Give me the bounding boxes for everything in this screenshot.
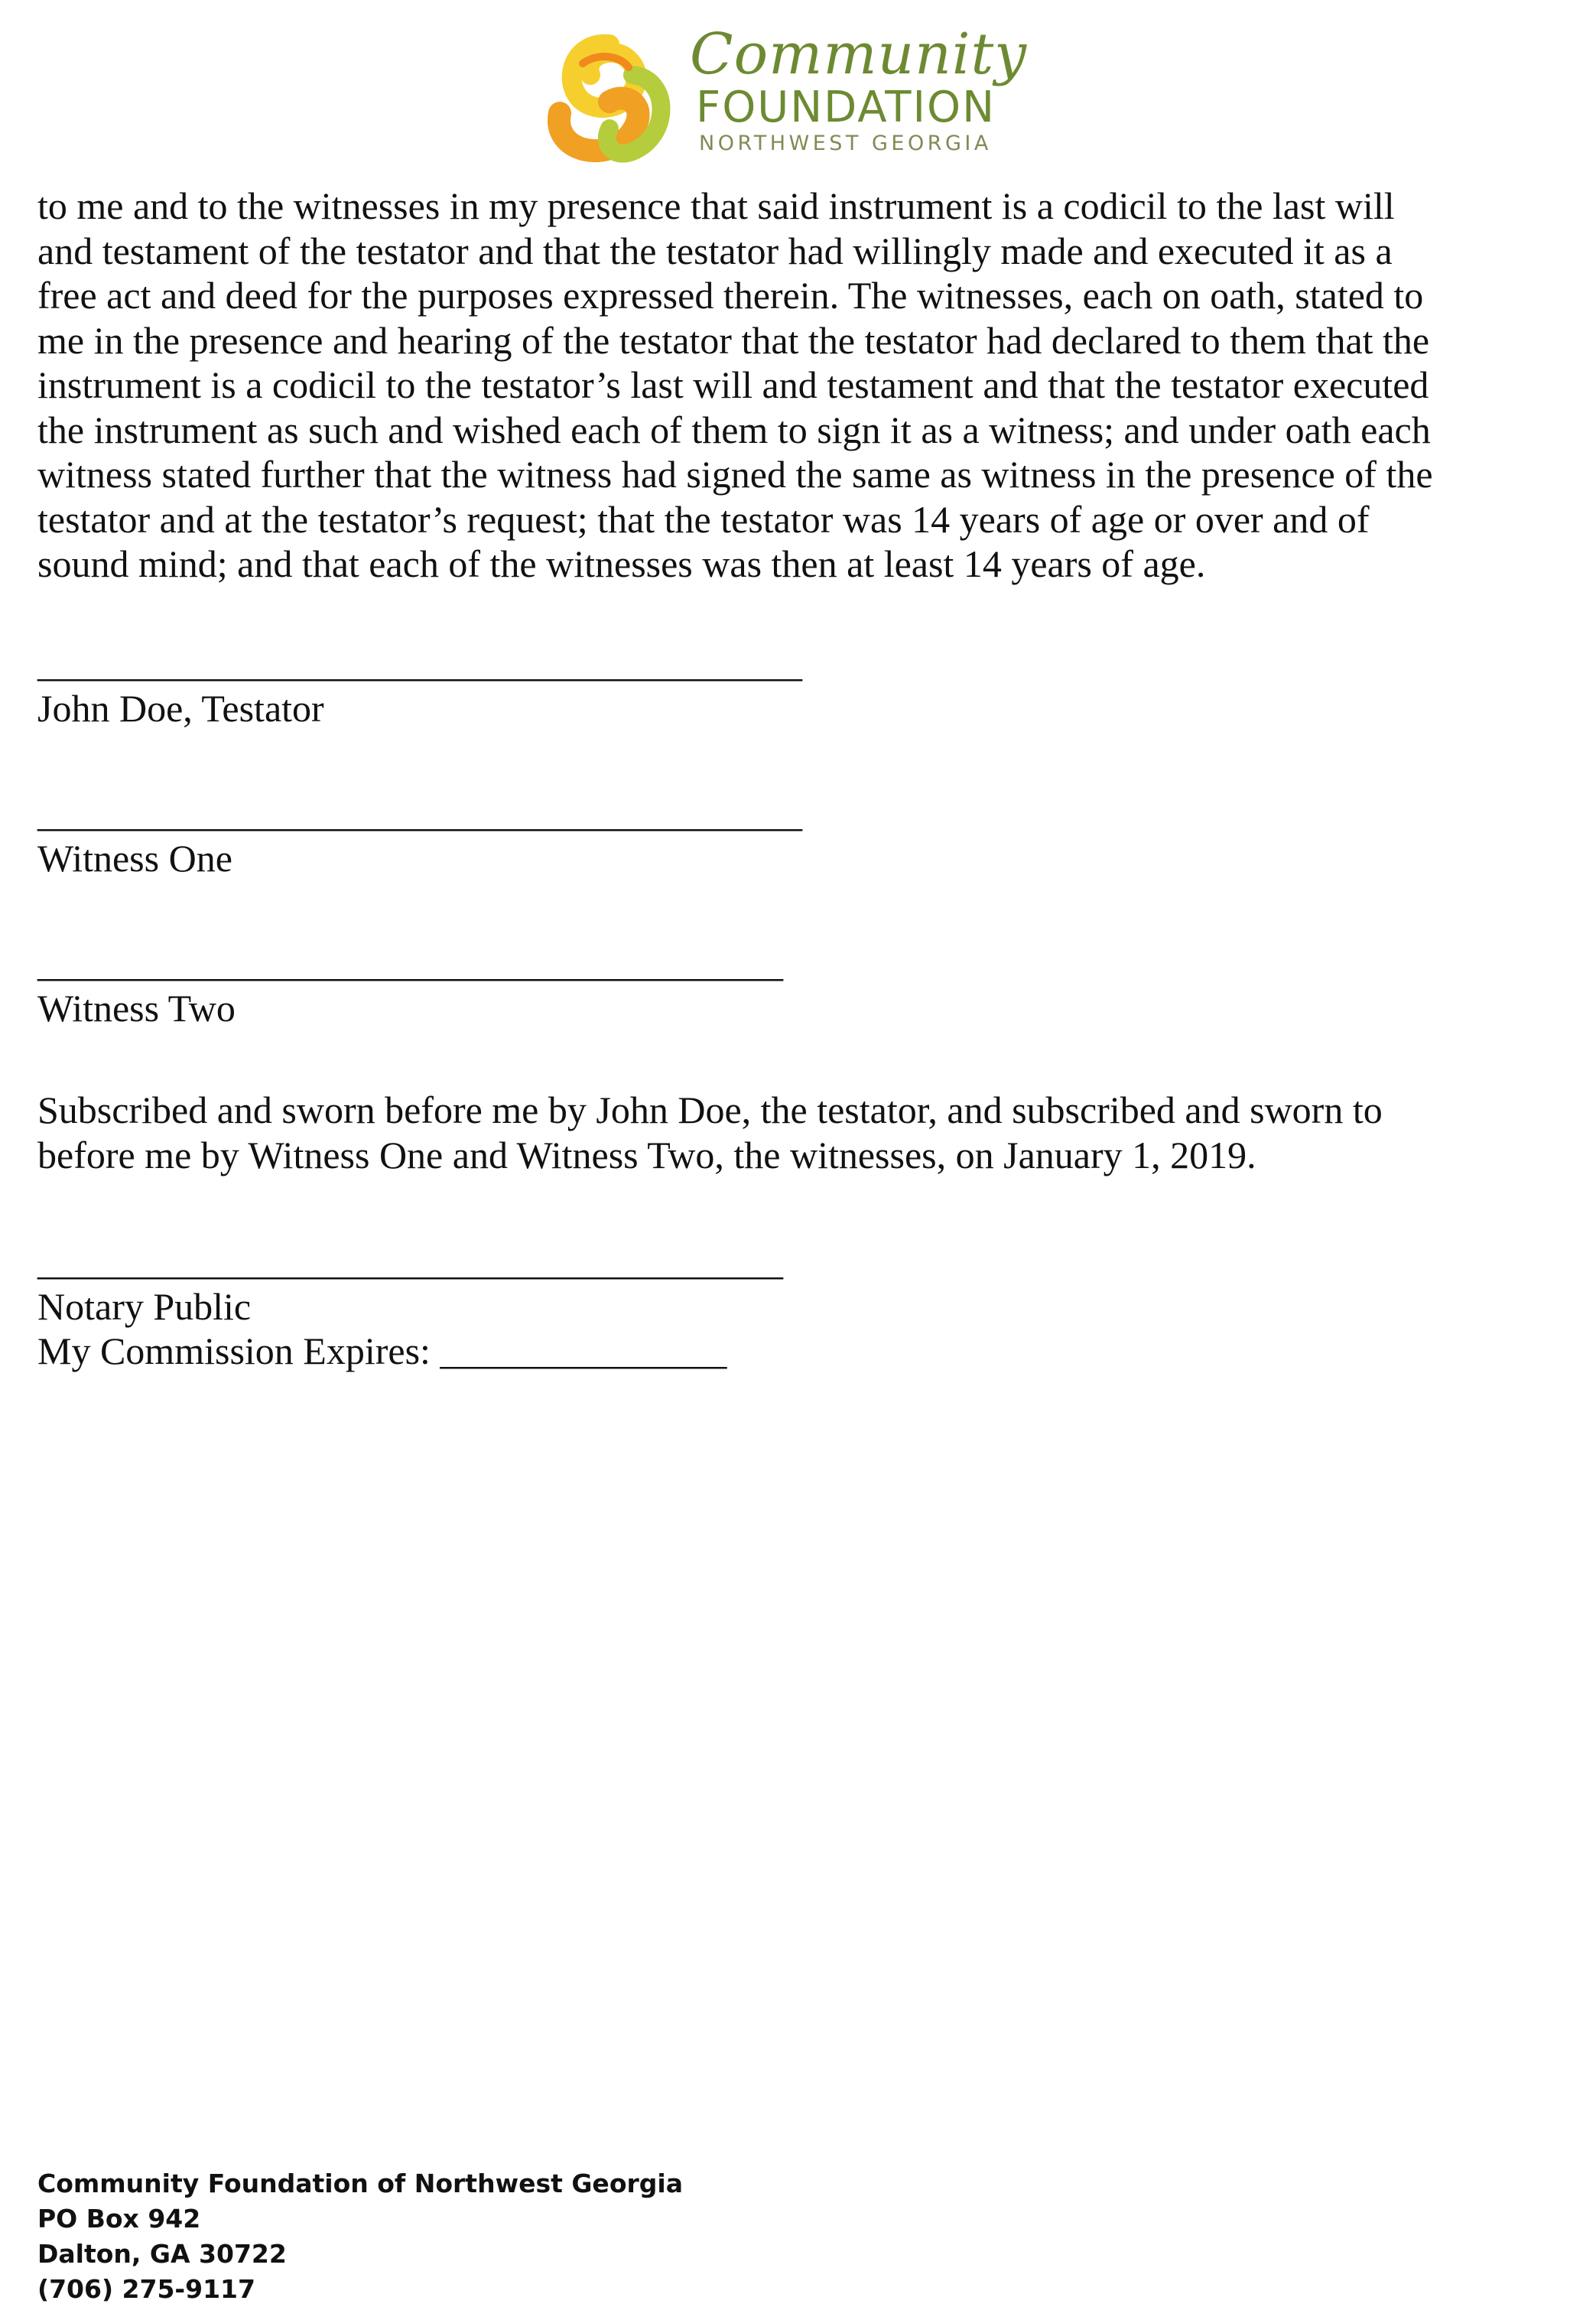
logo (537, 21, 1042, 164)
footer-org: Community Foundation of Northwest Georgia (37, 2169, 683, 2198)
commission-expires: My Commission Expires: _______________ (37, 1329, 727, 1372)
paragraph-line: instrument is a codicil to the testator’s last will and testament and that the testator executed (37, 363, 1429, 406)
notary-label: Notary Public (37, 1284, 252, 1328)
footer-phone: (706) 275-9117 (37, 2274, 255, 2304)
logo-main-text: FOUNDATION (696, 83, 996, 132)
witness-two-label: Witness Two (37, 986, 236, 1030)
signature-line: _______________________________________ (37, 942, 783, 984)
logo-mark-icon (537, 21, 690, 164)
footer-address (37, 2166, 683, 2307)
codicil-paragraph (37, 184, 1559, 587)
logo-sub-text: NORTHWEST GEORGIA (699, 132, 992, 155)
paragraph-line: me in the presence and hearing of the testator that the testator had declared to them that the (37, 318, 1430, 362)
logo-script-text: Community (690, 21, 1028, 87)
paragraph-line: sound mind; and that each of the witnesses was then at least 14 years of age. (37, 542, 1206, 585)
footer-po-box: PO Box 942 (37, 2204, 201, 2234)
signature-line: ________________________________________ (37, 642, 802, 685)
sworn-line: before me by Witness One and Witness Two, the witnesses, on January 1, 2019. (37, 1133, 1256, 1176)
footer-city: Dalton, GA 30722 (37, 2239, 287, 2269)
testator-label: John Doe, Testator (37, 686, 324, 730)
paragraph-line: and testament of the testator and that the testator had willingly made and executed it as a (37, 229, 1393, 272)
witness-one-signature-block (37, 791, 802, 880)
witness-one-label: Witness One (37, 836, 232, 880)
sworn-statement (37, 1088, 1383, 1177)
signature-line: _______________________________________ (37, 1240, 783, 1283)
signature-line: ________________________________________ (37, 792, 802, 835)
testator-signature-block (37, 641, 802, 730)
document-body (37, 184, 1559, 587)
witness-two-signature-block (37, 941, 783, 1030)
paragraph-line: witness stated further that the witness had signed the same as witness in the presence of the (37, 453, 1433, 496)
paragraph-line: free act and deed for the purposes expressed therein. The witnesses, each on oath, stated to (37, 274, 1424, 317)
sworn-line: Subscribed and sworn before me by John Doe, the testator, and subscribed and sworn to (37, 1088, 1383, 1131)
paragraph-line: the instrument as such and wished each of them to sign it as a witness; and under oath each (37, 408, 1431, 451)
paragraph-line: to me and to the witnesses in my presence that said instrument is a codicil to the last will (37, 184, 1395, 227)
paragraph-line: testator and at the testator’s request; that the testator was 14 years of age or over and of (37, 497, 1370, 541)
notary-block (37, 1239, 783, 1374)
